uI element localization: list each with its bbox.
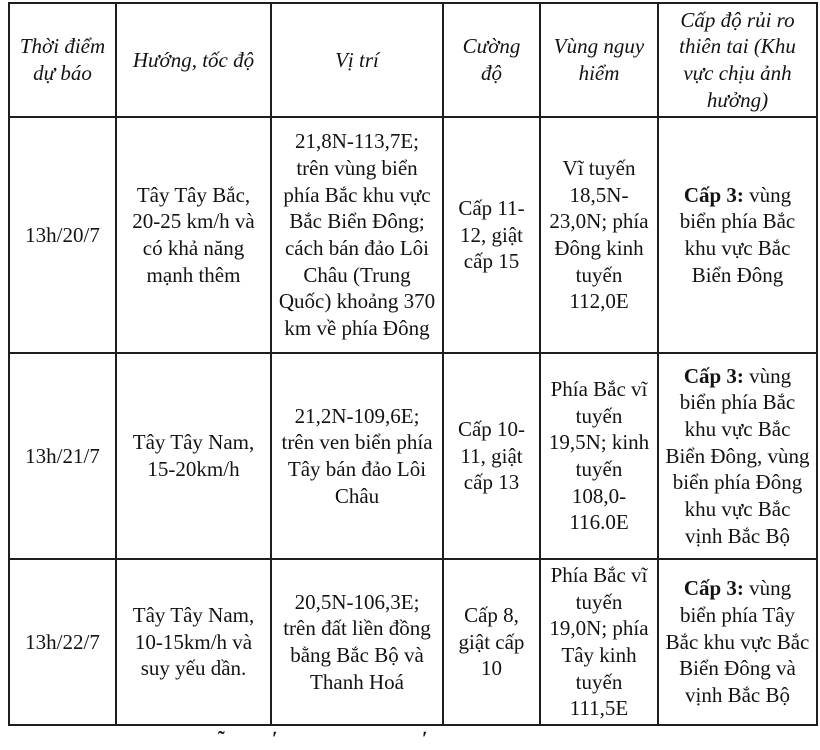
risk-level-text: vùng biển phía Bắc khu vực Bắc Biển Đông, vùng biển phía Đông khu vực Bắc vịnh Bắc Bộ xyxy=(665,363,810,548)
cell-danger-zone: Phía Bắc vĩ tuyến 19,0N; phía Tây kinh tuyến 111,5E xyxy=(540,559,658,725)
cell-direction-speed: Tây Tây Bắc, 20-25 km/h và có khả năng mạnh thêm xyxy=(116,117,271,353)
cell-time: 13h/20/7 xyxy=(9,117,116,353)
cell-time: 13h/22/7 xyxy=(9,559,116,725)
table-header-row xyxy=(9,3,817,117)
table-row xyxy=(9,117,817,353)
cell-danger-zone: Phía Bắc vĩ tuyến 19,5N; kinh tuyến 108,0-116.0E xyxy=(540,353,658,559)
risk-level-label: Cấp 3: xyxy=(683,363,744,388)
cell-position: 21,8N-113,7E; trên vùng biển phía Bắc khu vực Bắc Biển Đông; cách bán đảo Lôi Châu (Trung Quốc) khoảng 370 km về phía Đông xyxy=(271,117,443,353)
risk-level-text: vùng biển phía Bắc khu vực Bắc Biển Đông xyxy=(679,182,796,287)
cell-time: 13h/21/7 xyxy=(9,353,116,559)
cell-direction-speed: Tây Tây Nam, 15-20km/h xyxy=(116,353,271,559)
cell-intensity: Cấp 11-12, giật cấp 15 xyxy=(443,117,540,353)
cell-position: 20,5N-106,3E; trên đất liền đồng bằng Bắc Bộ và Thanh Hoá xyxy=(271,559,443,725)
header-intensity: Cường độ xyxy=(443,3,540,117)
cell-risk-level xyxy=(658,117,817,353)
table-row xyxy=(9,353,817,559)
cell-risk-level xyxy=(658,559,817,725)
header-position: Vị trí xyxy=(271,3,443,117)
risk-level-label: Cấp 3: xyxy=(683,182,744,207)
cutoff-glyph: ʹ xyxy=(272,728,278,750)
cutoff-glyph: ʹ xyxy=(422,728,428,750)
cell-position: 21,2N-109,6E; trên ven biển phía Tây bán đảo Lôi Châu xyxy=(271,353,443,559)
cell-intensity: Cấp 8, giật cấp 10 xyxy=(443,559,540,725)
header-direction-speed: Hướng, tốc độ xyxy=(116,3,271,117)
header-risk-level: Cấp độ rủi ro thiên tai (Khu vực chịu ảnh hưởng) xyxy=(658,3,817,117)
risk-level-label: Cấp 3: xyxy=(683,576,744,601)
cell-risk-level xyxy=(658,353,817,559)
risk-level-text: vùng biển phía Tây Bắc khu vực Bắc Biển Đông và vịnh Bắc Bộ xyxy=(665,576,810,707)
cell-danger-zone: Vĩ tuyến 18,5N-23,0N; phía Đông kinh tuyến 112,0E xyxy=(540,117,658,353)
header-forecast-time: Thời điểm dự báo xyxy=(9,3,116,117)
header-danger-zone: Vùng nguy hiểm xyxy=(540,3,658,117)
table-row xyxy=(9,559,817,725)
typhoon-forecast-table xyxy=(8,2,818,726)
cutoff-glyph: ˜ xyxy=(218,728,225,750)
cutoff-text-fragments xyxy=(200,728,520,750)
cell-intensity: Cấp 10-11, giật cấp 13 xyxy=(443,353,540,559)
cell-direction-speed: Tây Tây Nam, 10-15km/h và suy yếu dần. xyxy=(116,559,271,725)
